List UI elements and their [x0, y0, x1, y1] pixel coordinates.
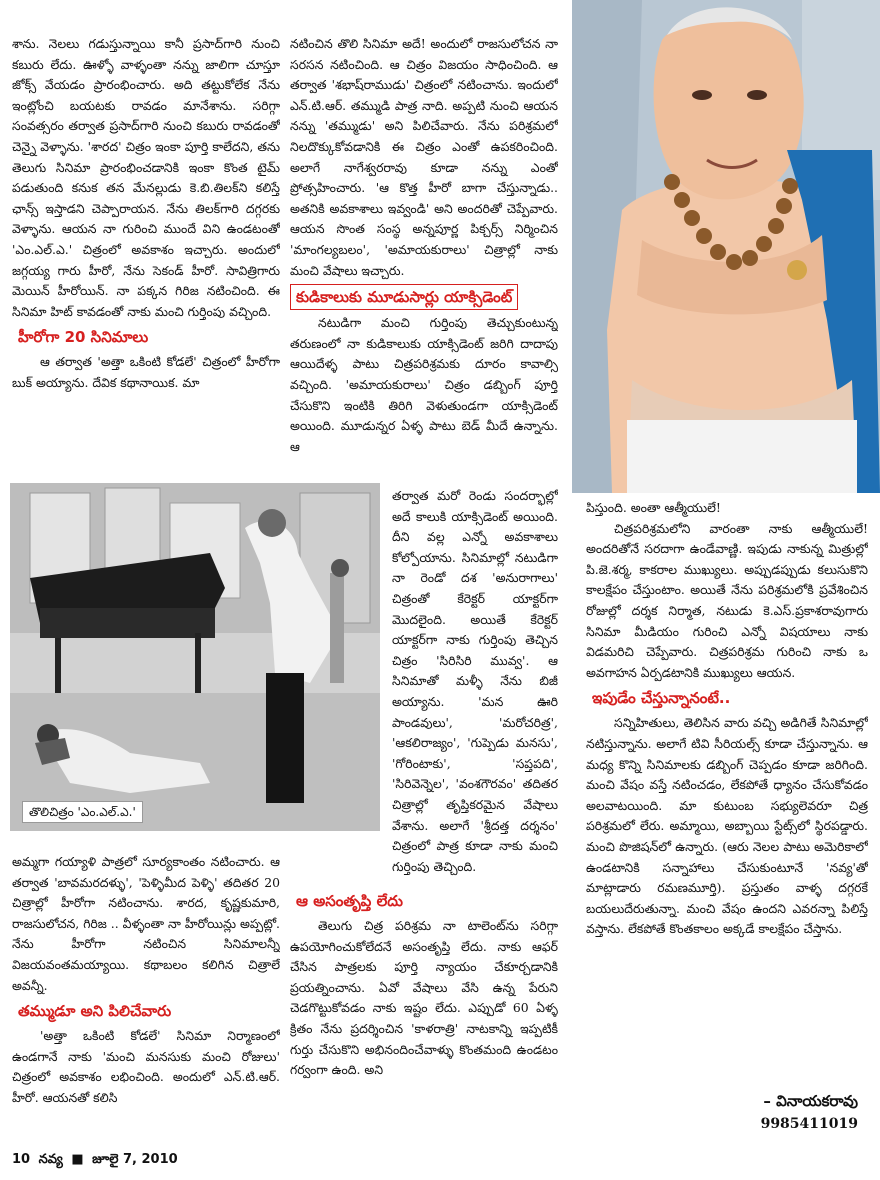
page-footer	[12, 1152, 182, 1170]
column-3	[586, 498, 868, 1096]
author-byline: – వినాయకరావు	[763, 1092, 858, 1110]
author-phone: 9985411019	[760, 1116, 858, 1132]
article-paragraph: 'అత్తా ఒకింటి కోడలే' సినిమా నిర్మాణంలో ఉండగానే నాకు 'మంచి మనసుకు మంచి రోజులు' చిత్రంలో అవకాశం లభించింది. అందులో ఎన్.టి.ఆర్. హీరో. ఆయనతో కలిసి	[12, 1028, 280, 1105]
section-heading-hero-20-films: హీరోగా 20 సినిమాలు	[18, 328, 149, 347]
magazine-name: నవ్య	[38, 1152, 63, 1167]
section-heading-no-dissatisfaction: ఆ అసంతృప్తి లేదు	[296, 892, 403, 910]
page-number: 10	[12, 1152, 31, 1167]
article-paragraph: నటించిన తొలి సినిమా అదే! అందులో రాజసులోచన నా సరసన నటించింది. ఆ చిత్రం విజయం సాధించింది. ఆ తర్వాత 'శభాష్‌రాముడు' చిత్రంలో నటించాను. ఇందులో ఎన్.టి.ఆర్. తమ్ముడి పాత్ర నాది. అప్పటి నుంచి ఆయన నన్ను 'తమ్ముడు' అని పిలిచేవారు. నేను పరిశ్రమలో నిలదొక్కుకోవడానికి ఈ చిత్రం ఎంతో ఉపకరించింది. అలాగే నాగేశ్వరరావు కూడా నన్ను ఎంతో ప్రోత్సహించారు. 'ఆ కొత్త హీరో బాగా చేస్తున్నాడు.. అతనికి అవకాశాలు ఇవ్వండి' అని అందరితో చెప్పేవారు. ఆయన సొంత సంస్థ అన్నపూర్ణ పిక్చర్స్ నిర్మించిన 'మాంగల్యబలం', 'అమాయకురాలు' చిత్రాల్లో నాకు మంచి వేషాలు ఇచ్చారు.	[290, 36, 558, 278]
article-paragraph: నటుడిగా మంచి గుర్తింపు తెచ్చుకుంటున్న తరుణంలో నా కుడికాలుకు యాక్సిడెంట్ జరిగి దాదాపు ఆయిదేళ్ళ పాటు చిత్రపరిశ్రమకు దూరం కావాల్సి వచ్చింది. 'అమాయకురాలు' చిత్రం డబ్బింగ్ పూర్తి చేసుకొని ఇంటికి తిరిగి వెళుతుండగా యాక్సిడెంట్ అయింది. మూడున్నర ఏళ్ళ పాటు బెడ్ మీదే ఉన్నాను. ఆ	[290, 315, 558, 454]
article-paragraph: తెలుగు చిత్ర పరిశ్రమ నా టాలెంట్‌ను సరిగ్గా ఉపయోగించుకోలేదనే అసంతృప్తి లేదు. నాకు ఆఫర్ చేసిన పాత్రలకు పూర్తి న్యాయం చేకూర్చడానికి ప్రయత్నించాను. ఏవో వేషాలు వేసి ఉన్న పేరుని చెడగొట్టుకోవడం నాకు ఇష్టం లేదు. ఎప్పుడో 60 ఏళ్ళ క్రితం నేను ప్రదర్శించిన 'కాళరాత్రి' నాటకాన్ని ఇప్పటికీ గుర్తు చేసుకొని అభినందించేవాళ్ళు కొంతమంది ఉండటం గర్వంగా ఉంది. అని	[290, 918, 558, 1078]
column-2-bottom	[392, 486, 558, 886]
section-heading-accident: కుడికాలుకు మూడుసార్లు యాక్సిడెంట్	[290, 284, 518, 310]
portrait-illustration	[572, 0, 880, 493]
article-paragraph: శాను. నెలలు గడుస్తున్నాయి కానీ ప్రసాద్‌గారి నుంచి కబురు లేదు. ఊళ్ళో వాళ్ళంతా నన్ను జాలిగా చూస్తూ జోక్స్ వేయడం ప్రారంభించారు. అది తట్టుకోలేక నేను ఇంట్లోంచి బయటకు రావడం మానేశాను. సరిగ్గా సంవత్సరం తర్వాత ప్రసాద్‌గారి నుంచి కబురు రావడంతో చెన్నై వెళ్ళాను. 'శారద' చిత్రం ఇంకా పూర్తి కాలేదని, తను తెలుగు సినిమా ప్రారంభించడానికి ఇంకా కొంత టైమ్ పడుతుంది కనుక తన మేనల్లుడు కె.బి.తిలక్‌ని కలిస్తే ఛాన్స్ ఇస్తాడని చెప్పారాయన. నేను తిలక్‌గారి దగ్గరకు వెళ్ళాను. ఆయన నా గురించి ముందే విని ఉండటంతో 'ఎం.ఎల్.ఎ.' చిత్రంలో అవకాశం ఇచ్చారు. అందులో జగ్గయ్య గారు హీరో, నేను సెకండ్ హీరో. సావిత్రిగారు మెయిన్ హీరోయిన్. నా పక్కన గిరిజ నటించింది. ఈ సినిమా హిట్ కావడంతో నాకు మంచి గుర్తింపు వచ్చింది.	[12, 36, 280, 319]
footer-separator: ■	[71, 1152, 84, 1167]
article-paragraph: పిస్తుంది. అంతా ఆత్మీయులే!	[586, 500, 721, 515]
section-heading-thammuda: తమ్ముడూ అని పిలిచేవారు	[18, 1002, 172, 1021]
column-2-lower	[290, 886, 558, 1146]
column-2-top	[290, 34, 558, 486]
article-paragraph: తర్వాత మరో రెండు సందర్భాల్లో అదే కాలుకి యాక్సిడెంట్ అయింది. దీని వల్ల ఎన్నో అవకాశాలు కోల్పోయాను. సినిమాల్లో నటుడిగా నా రెండో దశ 'అనురాగాలు' చిత్రంతో కేరెక్టర్ యాక్టర్‌గా మొదలైంది. అయితే కేరెక్టర్ యాక్టర్‌గా నాకు గుర్తింపు తెచ్చిన చిత్రం 'సిరిసిరి మువ్వ'. ఆ సినిమాతో మళ్ళీ నేను బిజీ అయ్యాను. 'మన ఊరి పాండవులు', 'మరోచరిత్ర', 'ఆకలిరాజ్యం', 'గుప్పెడు మనసు', 'గోరింటాకు', 'సప్తపది', 'సిరివెన్నెల', 'వంశగౌరవం' తదితర చిత్రాల్లో తృప్తికరమైన వేషాలు వేశాను. అలాగే 'శ్రీదత్త దర్శనం' చిత్రంలో పాత్ర కూడా నాకు మంచి గుర్తింపు తెచ్చింది.	[392, 488, 558, 874]
issue-date: జూలై 7, 2010	[92, 1152, 178, 1167]
portrait-photo	[572, 0, 880, 493]
article-paragraph: సన్నిహితులు, తెలిసిన వారు వచ్చి అడిగితే సినిమాల్లో నటిస్తున్నాను. అలాగే టివి సీరియల్స్ కూడా చేస్తున్నాను. ఆ మధ్య కొన్ని సినిమాలకు డబ్బింగ్ చెప్పడం కూడా జరిగింది. మంచి వేషం వస్తే నటించడం, లేకపోతే ధ్యానం చేసుకోవడం అలవాటయింది. మా కుటుంబ సభ్యులెవరూ చిత్ర పరిశ్రమలో లేరు. అమ్మాయి, అబ్బాయి స్టేట్స్‌లో స్థిరపడ్డారు. మంచి పొజిషన్‌లో ఉన్నారు. (ఆరు నెలల పాటు అమెరికాలో ఉండటానికి సన్నాహాలు చేసుకుంటూనే 'నవ్య'తో మాట్లాడారు రమణమూర్తి). ప్రస్తుతం వాళ్ళ దగ్గరకే బయలుదేరుతున్నా. మంచి వేషం ఉందని ఎవరన్నా పిలిస్తే వస్తాను. లేకపోతే కొంతకాలం అక్కడే కాలక్షేపం చేస్తాను.	[586, 715, 868, 937]
article-paragraph: ఆ తర్వాత 'అత్తా ఒకింటి కోడలే' చిత్రంలో హీరోగా బుక్ అయ్యాను. దేవిక కథానాయిక. మా	[12, 354, 280, 390]
column-1-top	[12, 34, 280, 479]
film-still-illustration	[10, 483, 380, 831]
column-1-bottom	[12, 852, 280, 1147]
film-still-photo	[10, 483, 380, 831]
section-heading-now-doing: ఇపుడేం చేస్తున్నానంటే..	[592, 689, 731, 708]
article-paragraph: అమ్మగా గయ్యాళి పాత్రలో సూర్యకాంతం నటించారు. ఆ తర్వాత 'బావమరదళ్ళు', 'పెళ్ళిమీద పెళ్ళి' తదితర 20 చిత్రాల్లో హీరోగా నటించాను. శారద, కృష్ణకుమారి, రాజసులోచన, గిరిజ .. వీళ్ళంతా నా హీరోయిన్లు అప్పట్లో. నేను హీరోగా నటించిన సినిమాలన్నీ విజయవంతమయ్యాయి. కథాబలం కలిగిన చిత్రాలే అవన్నీ.	[12, 854, 280, 993]
photo-caption: తొలిచిత్రం 'ఎం.ఎల్.ఎ.'	[22, 801, 143, 823]
article-paragraph: చిత్రపరిశ్రమలోని వారంతా నాకు ఆత్మీయులే! అందరితోనే సరదాగా ఉండేవాణ్ణి. ఇపుడు నాకున్న మిత్రుల్లో పి.జె.శర్మ, కాకరాల ముఖ్యులు. అప్పుడప్పుడు కలుసుకొని కాలక్షేపం చేస్తుంటాం. అయితే నేను పరిశ్రమలోకి ప్రవేశించిన రోజుల్లో దర్శక నిర్మాత, నటుడు కె.ఎస్.ప్రకాశరావుగారు సినిమా మీడియం గురించి ఎన్నో విషయాలు నాకు విడమరిచి చెప్పేవారు. చిత్రపరిశ్రమ గురించి నాకు ఒ అవగాహన ఏర్పడటానికి ముఖ్యులు ఆయన.	[586, 520, 868, 680]
